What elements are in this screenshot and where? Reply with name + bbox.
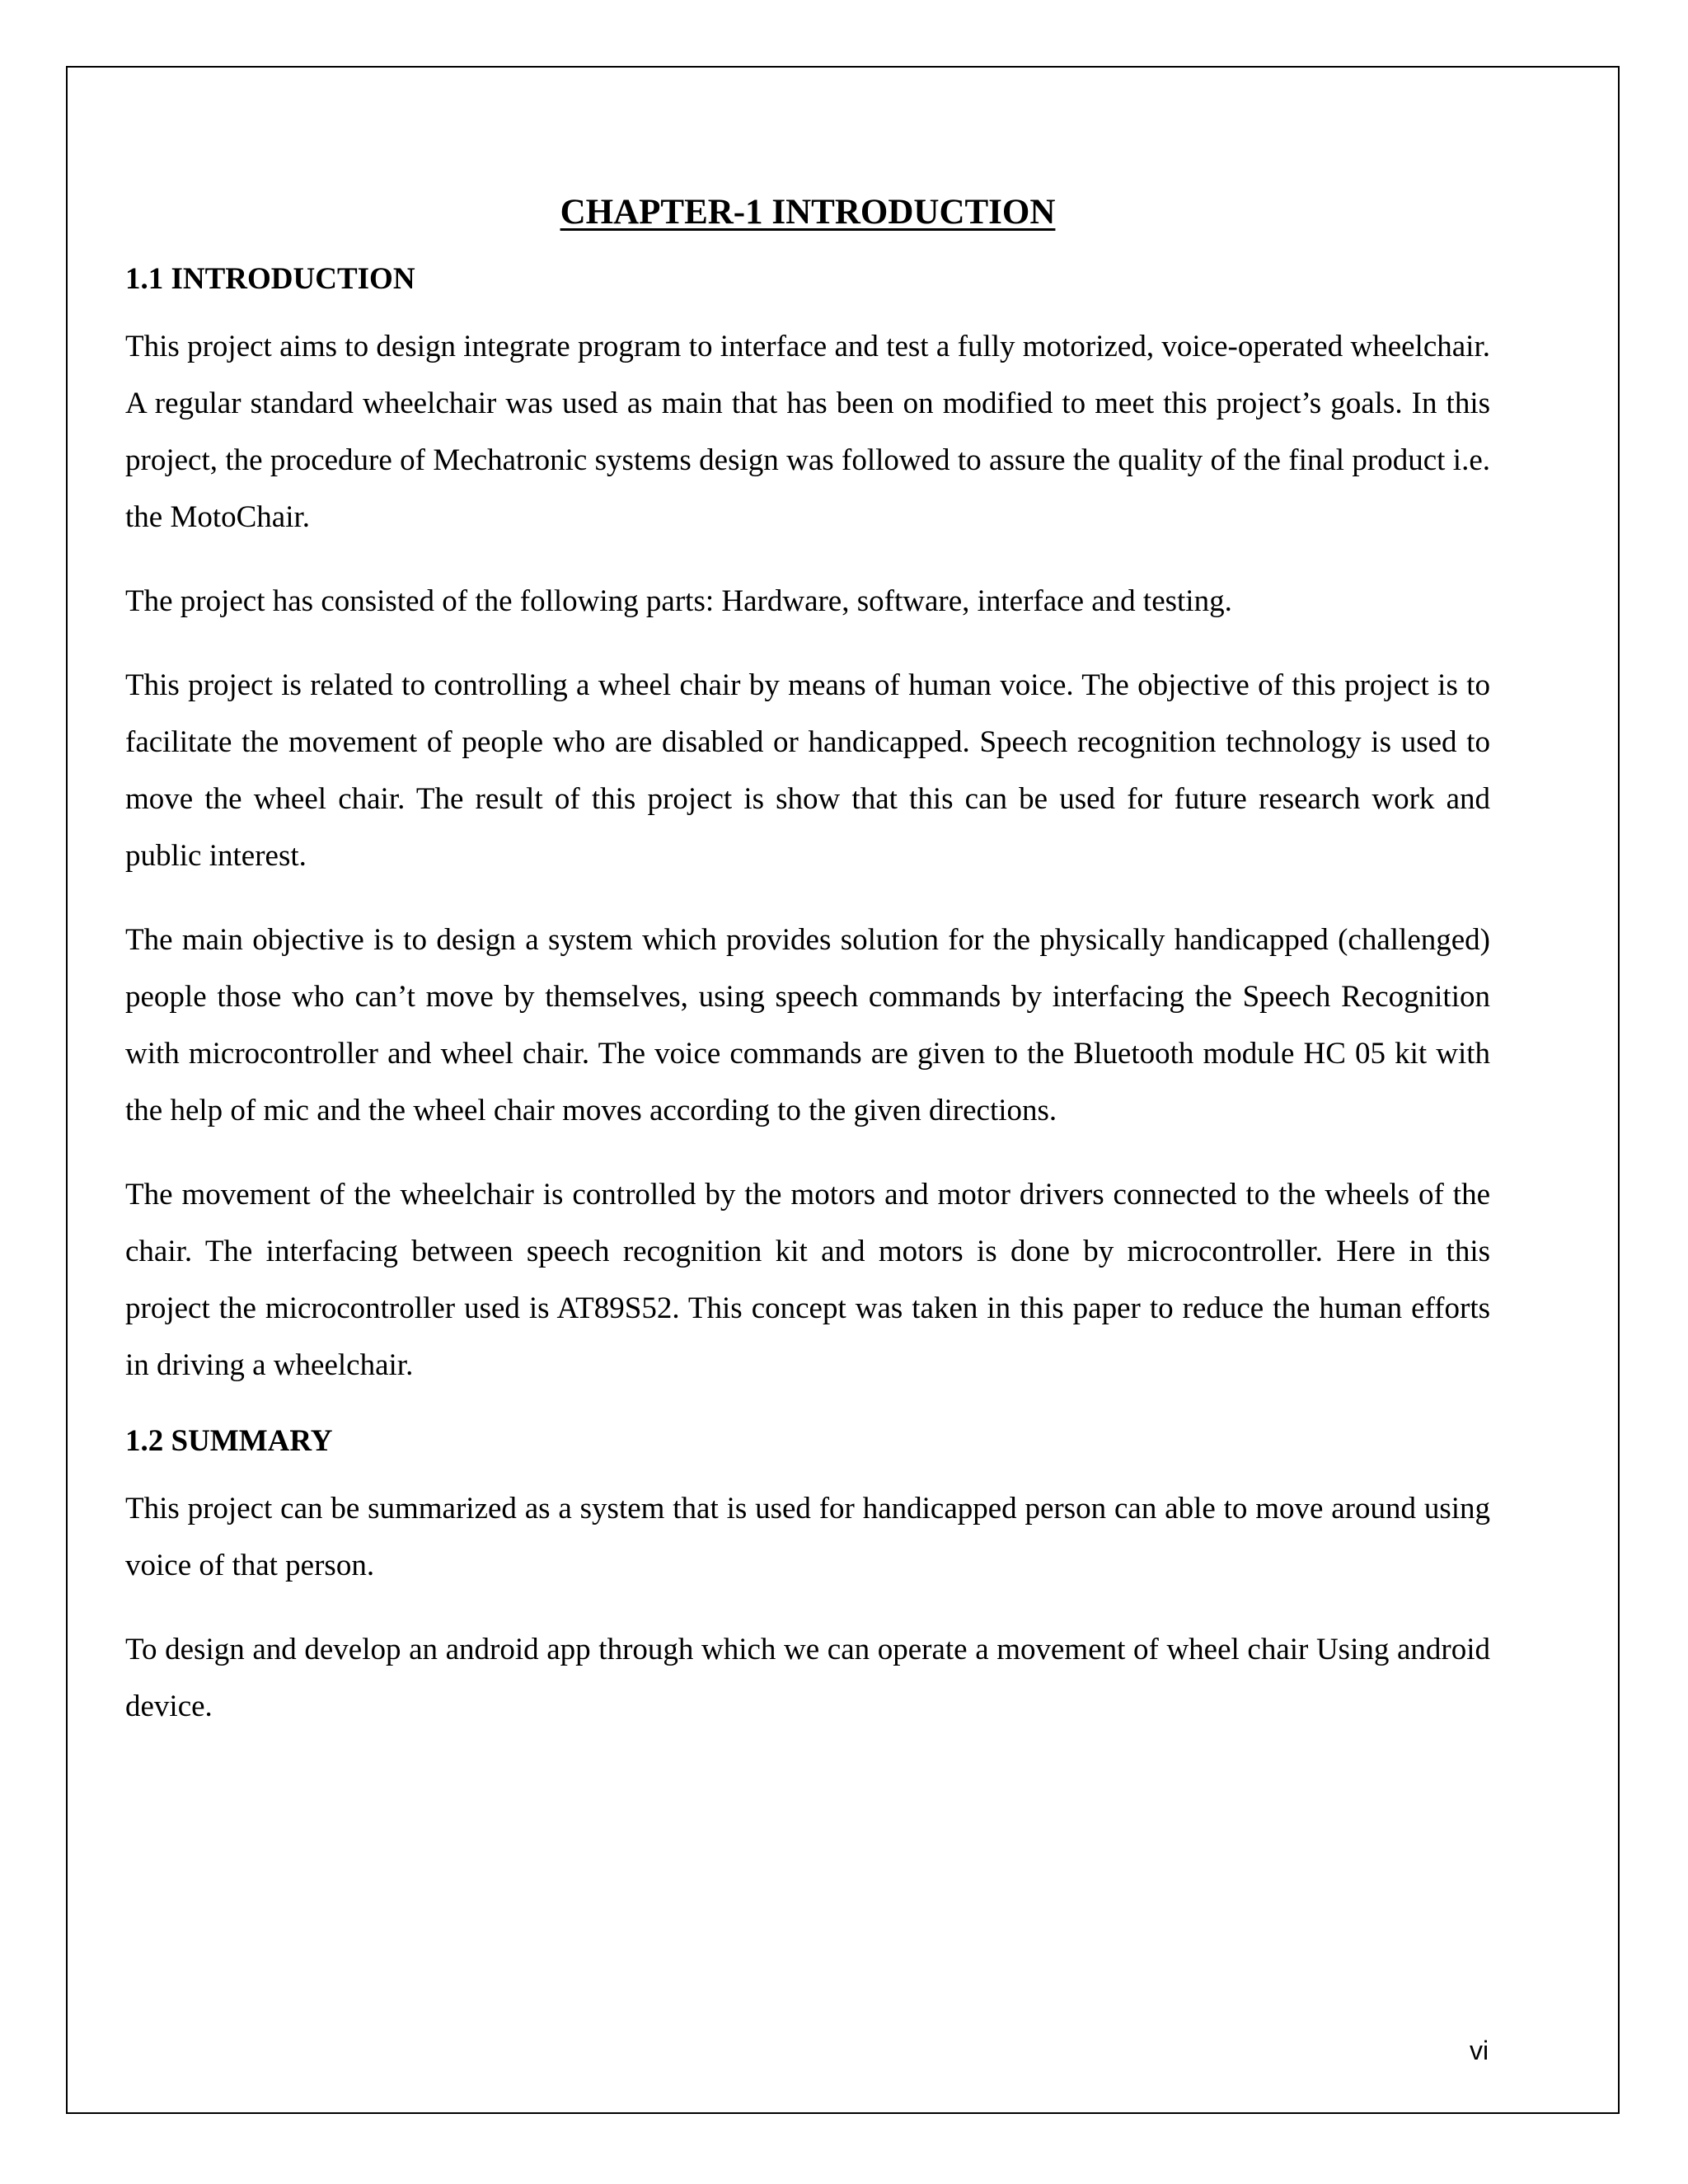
summary-paragraph-2: To design and develop an android app through which we can operate a movement of wheel chair Using android device. — [125, 1633, 1490, 1723]
page-content — [125, 188, 1490, 1762]
page-number: vi — [1470, 2036, 1489, 2065]
chapter-title: CHAPTER-1 INTRODUCTION — [560, 193, 1056, 232]
section-heading-summary: 1.2 SUMMARY — [125, 1424, 333, 1458]
intro-paragraph-1: This project aims to design integrate program to interface and test a fully motorized, voice-operated wheelchair. A regular standard wheelchair was used as main that has been on modified to meet this project’s goals. In this project, the procedure of Mechatronic systems design was followed to assure the quality of the final product i.e. the MotoChair. — [125, 330, 1490, 534]
intro-paragraph-2: The project has consisted of the following parts: Hardware, software, interface and testing. — [125, 584, 1232, 618]
intro-paragraph-5: The movement of the wheelchair is controlled by the motors and motor drivers connected to the wheels of the chair. The interfacing between speech recognition kit and motors is done by microcontroller. Here in this project the microcontroller used is AT89S52. This concept was taken in this paper to reduce the human efforts in driving a wheelchair. — [125, 1178, 1490, 1382]
summary-paragraph-1: This project can be summarized as a system that is used for handicapped person can able to move around using voice of that person. — [125, 1492, 1490, 1582]
intro-paragraph-3: This project is related to controlling a wheel chair by means of human voice. The objective of this project is to facilitate the movement of people who are disabled or handicapped. Speech recognition technology is used to move the wheel chair. The result of this project is show that this can be used for future research work and public interest. — [125, 668, 1490, 873]
section-heading-introduction: 1.1 INTRODUCTION — [125, 262, 415, 296]
intro-paragraph-4: The main objective is to design a system which provides solution for the physically handicapped (challenged) people those who can’t move by themselves, using speech commands by interfacing the Speech Recognition with microcontroller and wheel chair. The voice commands are given to the Bluetooth module HC 05 kit with the help of mic and the wheel chair moves according to the given directions. — [125, 923, 1490, 1127]
